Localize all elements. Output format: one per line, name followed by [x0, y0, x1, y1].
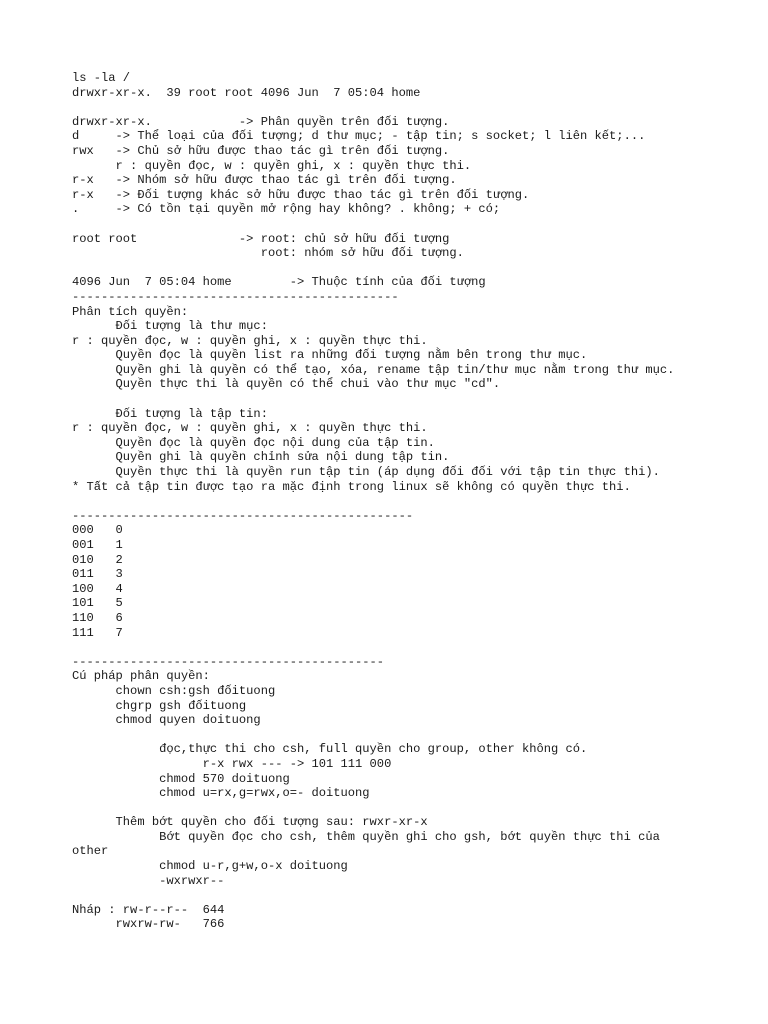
text-line: [72, 261, 762, 276]
text-line: [72, 801, 762, 816]
text-line: đọc,thực thi cho csh, full quyền cho group, other không có.: [72, 742, 588, 757]
text-line: chgrp gsh đốituong: [72, 698, 247, 713]
text-line: chmod 570 doituong: [72, 771, 290, 786]
text-line: Nháp : rw-r--r-- 644: [72, 902, 225, 917]
text-line: drwxr-xr-x. 39 root root 4096 Jun 7 05:04 home: [72, 85, 421, 100]
text-line: [72, 888, 762, 903]
text-line: [72, 392, 762, 407]
text-line: other: [72, 844, 109, 859]
text-line: r-x -> Đối tượng khác sở hữu được thao tác gì trên đối tượng.: [72, 187, 530, 202]
text-line: -wxrwxr--: [72, 873, 225, 888]
text-line: chmod quyen doituong: [72, 713, 261, 728]
text-line: r : quyền đọc, w : quyền ghi, x : quyền thực thi.: [72, 158, 472, 173]
text-line: -----------------------------------------------: [72, 508, 414, 523]
text-line: [72, 728, 762, 743]
text-line: [72, 100, 762, 115]
text-line: ---------------------------------------------: [72, 289, 399, 304]
text-line: [72, 640, 762, 655]
text-line: root: nhóm sở hữu đối tượng.: [72, 246, 464, 261]
text-line: d -> Thể loại của đối tượng; d thư mục; - tập tin; s socket; l liên kết;...: [72, 129, 646, 144]
text-line: r : quyền đọc, w : quyền ghi, x : quyền thực thi.: [72, 333, 428, 348]
text-line: -------------------------------------------: [72, 654, 385, 669]
text-line: chmod u=rx,g=rwx,o=- doituong: [72, 786, 370, 801]
text-line: Thêm bớt quyền cho đối tượng sau: rwxr-xr-x: [72, 815, 428, 830]
text-line: Cú pháp phân quyền:: [72, 669, 210, 684]
text-line: ls -la /: [72, 71, 131, 85]
text-line: 101 5: [72, 596, 123, 611]
text-line: 000 0: [72, 523, 123, 538]
text-line: Đối tượng là tập tin:: [72, 406, 268, 421]
text-line: 110 6: [72, 610, 123, 625]
text-line: 011 3: [72, 567, 123, 582]
text-line: r : quyền đọc, w : quyền ghi, x : quyền thực thi.: [72, 421, 428, 436]
text-line: * Tất cả tập tin được tạo ra mặc định trong linux sẽ không có quyền thực thi.: [72, 479, 631, 494]
text-line: 111 7: [72, 625, 123, 640]
text-line: 010 2: [72, 552, 123, 567]
text-line: r-x -> Nhóm sở hữu được thao tác gì trên đối tượng.: [72, 173, 457, 188]
text-line: drwxr-xr-x. -> Phân quyền trên đối tượng.: [72, 114, 450, 129]
text-line: chmod u-r,g+w,o-x doituong: [72, 859, 348, 874]
text-line: [72, 494, 762, 509]
text-line: Đối tượng là thư mục:: [72, 319, 268, 334]
text-line: Quyền ghi là quyền chỉnh sửa nội dung tập tin.: [72, 450, 450, 465]
text-line: chown csh:gsh đốituong: [72, 683, 276, 698]
document-body: [72, 71, 762, 932]
text-line: Quyền thực thi là quyền có thể chui vào thư mục "cd".: [72, 377, 501, 392]
text-line: Quyền đọc là quyền list ra những đối tượng nằm bên trong thư mục.: [72, 348, 588, 363]
text-line: r-x rwx --- -> 101 111 000: [72, 756, 392, 771]
text-line: rwxrw-rw- 766: [72, 917, 225, 932]
text-line: rwx -> Chủ sở hữu được thao tác gì trên đối tượng.: [72, 143, 450, 158]
text-line: Phân tích quyền:: [72, 304, 189, 319]
text-line: 4096 Jun 7 05:04 home -> Thuộc tính của đối tượng: [72, 275, 486, 290]
text-line: Quyền ghi là quyền có thể tạo, xóa, rename tập tin/thư mục nằm trong thư mục.: [72, 362, 675, 377]
text-line: Bớt quyền đọc cho csh, thêm quyền ghi cho gsh, bớt quyền thực thi của: [72, 829, 660, 844]
text-line: root root -> root: chủ sở hữu đối tượng: [72, 231, 450, 246]
text-line: [72, 217, 762, 232]
text-line: 100 4: [72, 581, 123, 596]
text-line: Quyền thực thi là quyền run tập tin (áp dụng đối đối với tập tin thực thi).: [72, 465, 660, 480]
text-line: Quyền đọc là quyền đọc nội dung của tập tin.: [72, 435, 435, 450]
text-line: 001 1: [72, 538, 123, 552]
text-line: . -> Có tồn tại quyền mở rộng hay không? . không; + có;: [72, 202, 501, 217]
